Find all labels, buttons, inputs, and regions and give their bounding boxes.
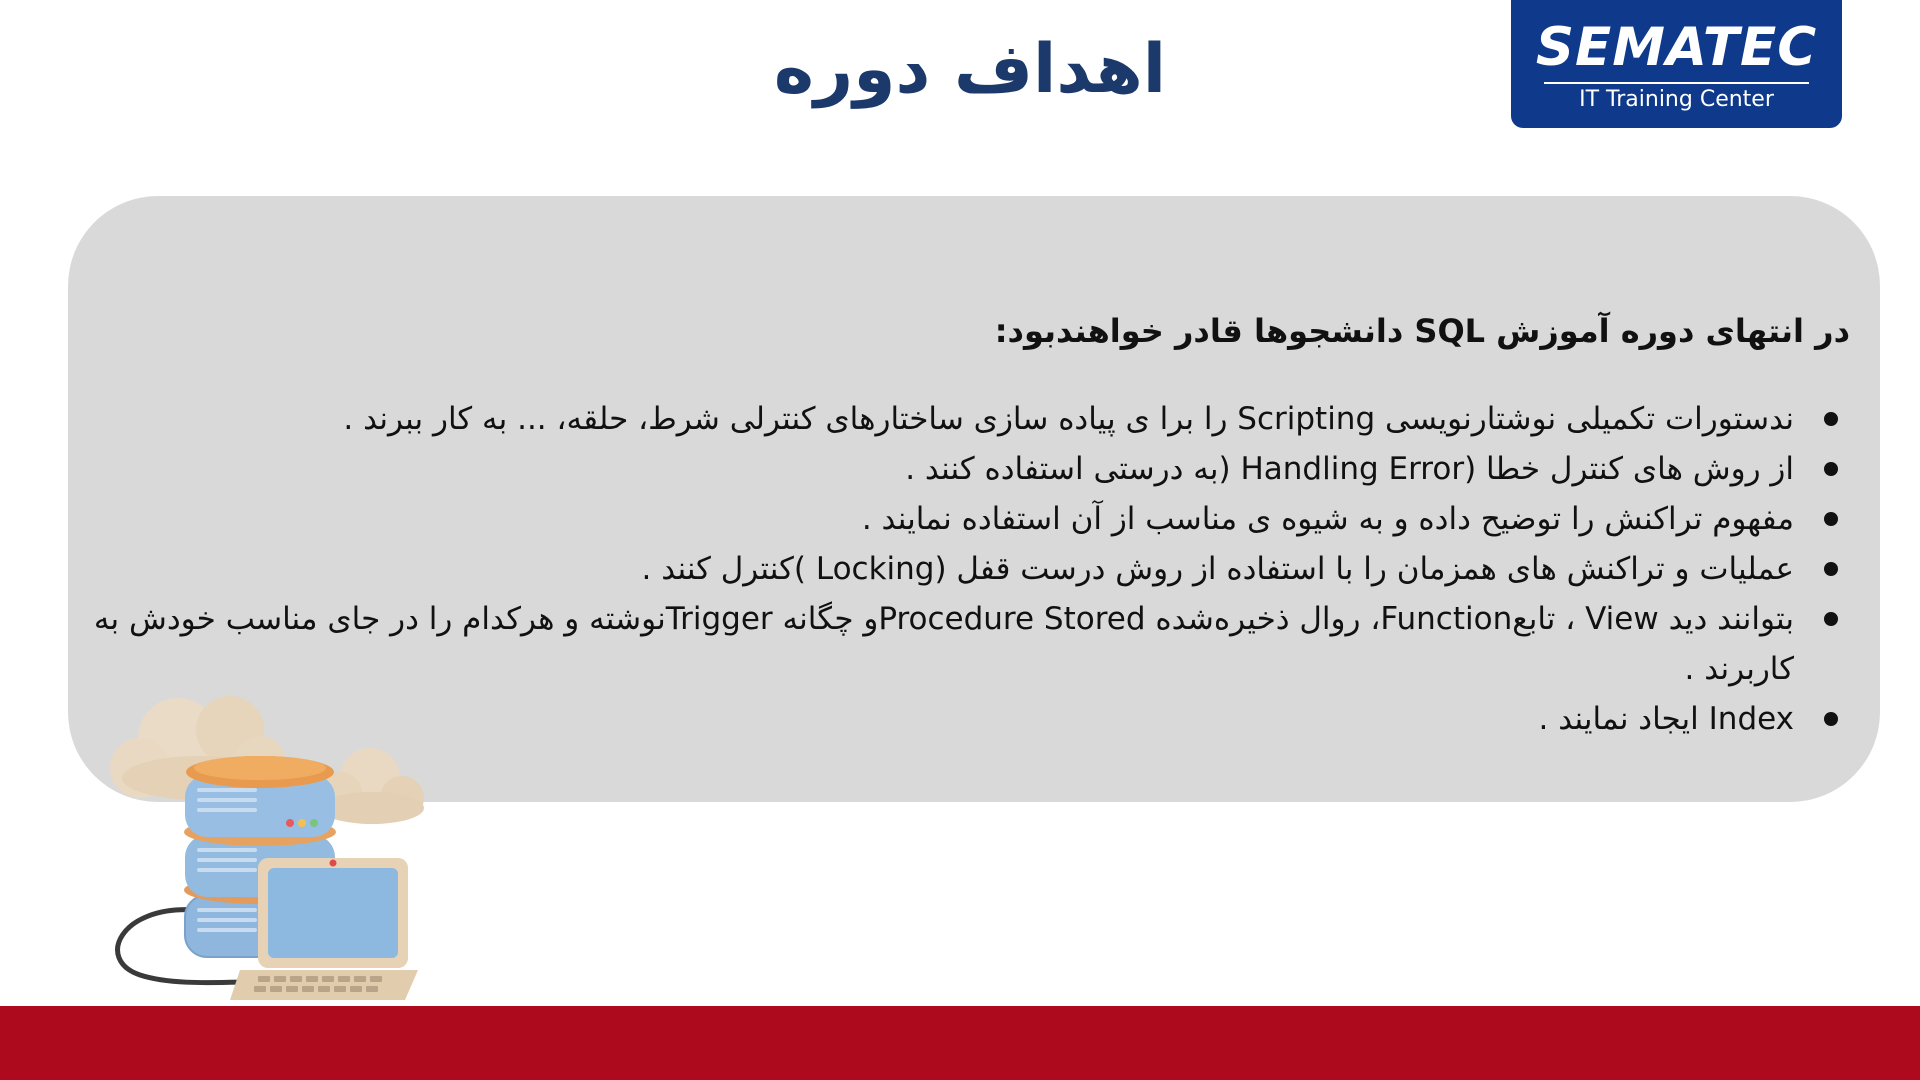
goal-item (90, 394, 1850, 444)
bullet-icon (1824, 712, 1838, 726)
goal-text: از روش های کنترل خطا (Handling Error (به درستی استفاده کنند . (905, 451, 1794, 487)
laptop-icon (230, 858, 418, 1000)
goal-text: ندستورات تکمیلی نوشتارنویسی Scripting را برا ی پیاده سازی ساختارهای کنترلی شرط، حلقه، ... به کار ببرند . (343, 401, 1794, 437)
course-goals-section (90, 306, 1850, 744)
sematec-logo (1511, 0, 1842, 128)
goal-item (90, 594, 1850, 694)
logo-name: SEMATEC (1535, 17, 1818, 78)
goal-item (90, 544, 1850, 594)
bullet-icon (1824, 462, 1838, 476)
database-server-laptop-cloud-icon (100, 690, 440, 1010)
goal-text: مفهوم تراکنش را توضیح داده و به شیوه ی مناسب از آن استفاده نمایند . (861, 501, 1794, 537)
footer-band (0, 1006, 1920, 1080)
logo-divider (1544, 82, 1809, 84)
bullet-icon (1824, 412, 1838, 426)
bullet-icon (1824, 512, 1838, 526)
bullet-icon (1824, 562, 1838, 576)
goal-item (90, 444, 1850, 494)
goal-text: عملیات و تراکنش های همزمان را با استفاده از روش درست قفل (Locking )کنترل کنند . (641, 551, 1794, 587)
page-title: اهداف دوره (773, 30, 1167, 109)
goal-text: بتوانند دید View ، تابعFunction، روال ذخیره‌شده Procedure Storedو چگانه Triggerنوشته و هرکدام را در جای مناسب خودش به کاربرند . (93, 601, 1794, 687)
bullet-icon (1824, 612, 1838, 626)
goal-item (90, 494, 1850, 544)
goal-text: Index ایجاد نمایند . (1538, 701, 1794, 737)
logo-tagline: IT Training Center (1579, 87, 1774, 112)
intro-text: در انتهای دوره آموزش SQL دانشجوها قادر خواهندبود: (994, 312, 1850, 350)
